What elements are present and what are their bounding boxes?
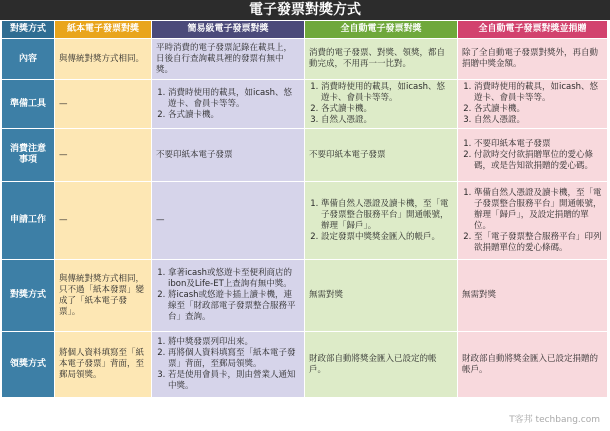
list-item: 2. 再將個人資料填寫至「紙本電子發票」背面，至郵局領獎。 — [168, 348, 300, 370]
cell-text: 平時消費的電子發票記錄在載具上，日後自行查詢載具裡的發票有無中獎。 — [156, 42, 293, 75]
cell-text: — — [59, 149, 68, 160]
list-item: 2. 各式讀卡機。 — [168, 110, 300, 121]
cell-text: 不要印紙本電子發票 — [309, 149, 386, 160]
row-label: 準備工具 — [2, 80, 55, 129]
table-cell — [55, 182, 152, 260]
cell-text: 除了全自動電子發票對獎外，再自動捐贈中獎金額。 — [462, 48, 599, 69]
table-cell — [305, 39, 458, 80]
table-cell — [152, 182, 305, 260]
table-cell — [55, 332, 152, 398]
table-cell — [55, 129, 152, 182]
row-label: 申請工作 — [2, 182, 55, 260]
table-cell — [305, 260, 458, 332]
table-cell — [458, 182, 608, 260]
header-method: 對獎方式 — [2, 21, 55, 39]
list-item: 3. 若是使用會員卡，則由營業人通知中獎。 — [168, 370, 300, 392]
table-cell — [458, 39, 608, 80]
header-auto: 全自動電子發票對獎 — [305, 21, 458, 39]
list-item: 2. 設定發票中獎獎金匯入的帳戶。 — [321, 232, 453, 243]
table-cell — [458, 129, 608, 182]
cell-text: 財政部自動將獎金匯入已設定捐贈的帳戶。 — [462, 353, 599, 375]
table-cell — [55, 39, 152, 80]
watermark: T客邦 techbang.com — [509, 415, 600, 425]
cell-text: 無需對獎 — [309, 290, 344, 300]
cell-text: 財政部自動將獎金匯入已設定的帳戶。 — [309, 353, 437, 375]
cell-list — [462, 139, 603, 172]
table-cell — [305, 332, 458, 398]
header-simple: 簡易級電子發票對獎 — [152, 21, 305, 39]
table-cell — [305, 80, 458, 129]
table-cell — [152, 39, 305, 80]
table-cell — [55, 260, 152, 332]
cell-text: — — [59, 98, 68, 109]
table-cell — [458, 260, 608, 332]
list-item: 3. 自然人憑證。 — [321, 115, 453, 126]
page-title: 電子發票對獎方式 — [0, 0, 610, 20]
list-item: 2. 至「電子發票整合服務平台」印列欲捐贈單位的愛心條碼。 — [474, 232, 603, 254]
header-paper: 紙本電子發票對獎 — [55, 21, 152, 39]
list-item: 1. 消費時使用的載具，如icash、悠遊卡、會員卡等等。 — [321, 82, 453, 104]
cell-text: — — [59, 215, 68, 225]
cell-list — [156, 337, 300, 392]
cell-text: 與傳統對獎方式相同。 — [59, 53, 145, 64]
cell-list — [156, 268, 300, 323]
list-item: 1. 準備自然人憑證及讀卡機，至「電子發票整合服務平台」開通帳號，辦理「歸戶」，及設定捐贈的單位。 — [474, 188, 603, 232]
cell-text: 消費的電子發票、對獎、領獎，都自動完成，不用再一一比對。 — [309, 48, 446, 69]
cell-list — [309, 199, 453, 243]
table-cell — [458, 80, 608, 129]
table-cell — [305, 182, 458, 260]
table-cell — [152, 332, 305, 398]
table-cell — [152, 260, 305, 332]
list-item: 1. 將中獎發票列印出來。 — [168, 337, 300, 348]
table-cell — [152, 80, 305, 129]
row-label: 內容 — [2, 39, 55, 80]
comparison-table — [2, 21, 608, 428]
cell-list — [156, 88, 300, 121]
list-item: 1. 拿著icash或悠遊卡至便利商店的ibon及Life-ET上查詢有無中獎。 — [168, 268, 300, 290]
list-item: 2. 將icash或悠遊卡插上讀卡機，連線至「財政部電子發票整合服務平台」查詢。 — [168, 290, 300, 323]
cell-list — [462, 82, 603, 126]
cell-list — [309, 82, 453, 126]
list-item: 2. 付款時交付欲捐贈單位的愛心條碼，或是告知欲捐贈的愛心碼。 — [474, 150, 603, 172]
cell-text: 不要印紙本電子發票 — [156, 149, 233, 160]
list-item: 1. 不要印紙本電子發票 — [474, 139, 603, 150]
table-cell — [305, 129, 458, 182]
table-cell — [458, 332, 608, 398]
cell-text: 無需對獎 — [462, 290, 497, 300]
cell-text: 與傳統對獎方式相同，只不過「紙本發票」變成了「紙本電子發票」。 — [59, 273, 145, 317]
cell-text: — — [156, 215, 165, 225]
row-label: 對獎方式 — [2, 260, 55, 332]
list-item: 2. 各式讀卡機。 — [474, 104, 603, 115]
table-cell — [152, 129, 305, 182]
header-auto-donate: 全自動電子發票對獎並捐贈 — [458, 21, 608, 39]
cell-text: 將個人資料填寫至「紙本電子發票」背面，至郵局領獎。 — [59, 348, 145, 380]
row-label: 領獎方式 — [2, 332, 55, 398]
list-item: 3. 自然人憑證。 — [474, 115, 603, 126]
cell-list — [462, 188, 603, 254]
table-cell — [55, 80, 152, 129]
list-item: 2. 各式讀卡機。 — [321, 104, 453, 115]
list-item: 1. 消費時使用的載具，如icash、悠遊卡、會員卡等等。 — [168, 88, 300, 110]
list-item: 1. 消費時使用的載具，如icash、悠遊卡、會員卡等等。 — [474, 82, 603, 104]
row-label: 消費注意事項 — [2, 129, 55, 182]
list-item: 1. 準備自然人憑證及讀卡機，至「電子發票整合服務平台」開通帳號，辦理「歸戶」。 — [321, 199, 453, 232]
